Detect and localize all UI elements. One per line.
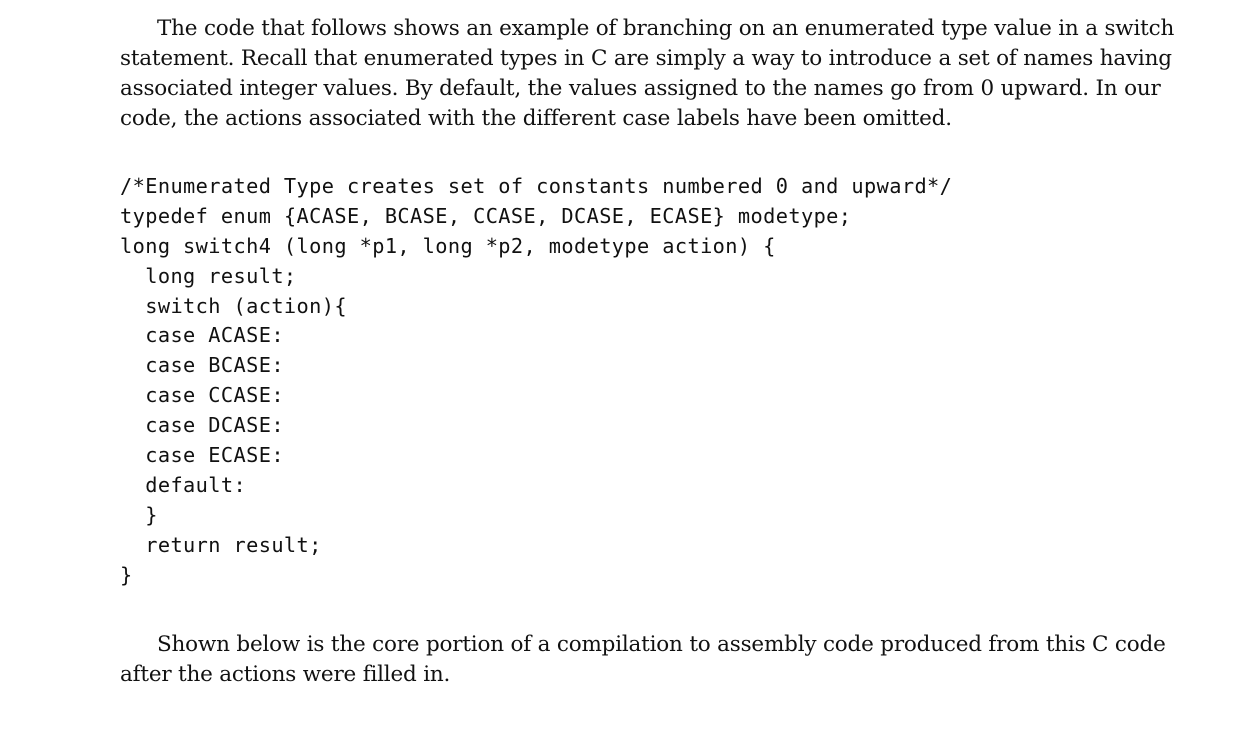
code-line: switch (action){: [120, 293, 347, 318]
code-line: case DCASE:: [120, 413, 284, 438]
intro-line: associated integer values. By default, the values assigned to the names go from 0 upward. In our: [120, 76, 1161, 101]
followup-line: Shown below is the core portion of a compilation to assembly code produced from this C code: [157, 632, 1166, 658]
document-page: [120, 14, 1175, 690]
code-line: long result;: [120, 263, 297, 288]
code-line: typedef enum {ACASE, BCASE, CCASE, DCASE, ECASE} modetype;: [120, 203, 852, 228]
intro-line: code, the actions associated with the different case labels have been omitted.: [120, 106, 952, 131]
code-line: case ACASE:: [120, 323, 284, 348]
code-line: long switch4 (long *p1, long *p2, modetype action) {: [120, 233, 776, 258]
intro-paragraph: [120, 14, 1175, 134]
intro-line: statement. Recall that enumerated types in C are simply a way to introduce a set of names having: [120, 46, 1172, 71]
code-line: case BCASE:: [120, 353, 284, 378]
code-line: }: [120, 562, 133, 587]
followup-paragraph: [120, 630, 1166, 690]
code-line: /*Enumerated Type creates set of constants numbered 0 and upward*/: [120, 174, 953, 198]
intro-line: The code that follows shows an example of branching on an enumerated type value in a switch: [157, 16, 1175, 41]
code-line: }: [120, 502, 158, 527]
followup-line: after the actions were filled in.: [120, 662, 451, 688]
code-line: case CCASE:: [120, 383, 284, 408]
code-listing: [120, 172, 1156, 590]
code-line: default:: [120, 472, 247, 497]
code-line: case ECASE:: [120, 443, 284, 468]
code-line: return result;: [120, 532, 322, 557]
